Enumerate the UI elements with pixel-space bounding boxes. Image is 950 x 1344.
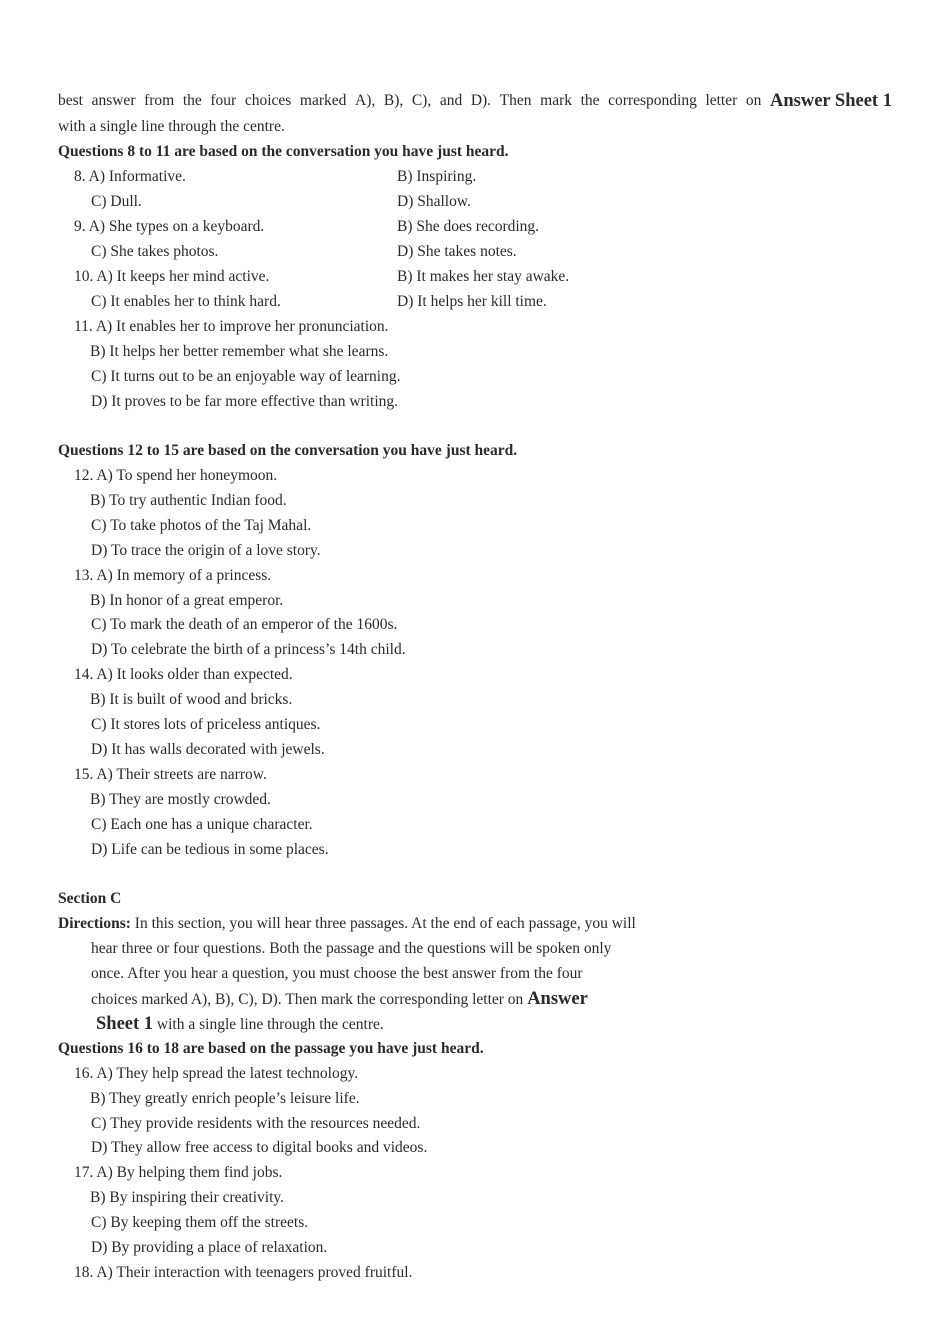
- q8-option-b: B) Inspiring.: [397, 168, 477, 185]
- q13-option-a: 13. A) In memory of a princess.: [74, 567, 272, 584]
- intro-word: and: [439, 92, 463, 109]
- q12-option-a: 12. A) To spend her honeymoon.: [74, 467, 278, 484]
- q17-option-b: B) By inspiring their creativity.: [90, 1189, 284, 1206]
- q14-option-c: C) It stores lots of priceless antiques.: [91, 716, 321, 733]
- q15-option-a: 15. A) Their streets are narrow.: [74, 766, 267, 783]
- intro-word: four: [210, 92, 237, 109]
- q9-option-a: 9. A) She types on a keyboard.: [74, 218, 265, 235]
- q16-option-a: 16. A) They help spread the latest technology.: [74, 1065, 359, 1082]
- intro-word: the: [580, 92, 600, 109]
- directions-line-2: hear three or four questions. Both the passage and the questions will be spoken only: [91, 940, 612, 957]
- directions-line-3: once. After you hear a question, you must choose the best answer from the four: [91, 965, 583, 982]
- intro-word: D).: [470, 92, 492, 109]
- intro-word: C),: [411, 92, 432, 109]
- q15-option-b: B) They are mostly crowded.: [90, 791, 271, 808]
- q11-option-c: C) It turns out to be an enjoyable way of learning.: [91, 368, 401, 385]
- answer-sheet-label: Answer Sheet 1: [770, 91, 892, 111]
- q16-option-d: D) They allow free access to digital books and videos.: [91, 1139, 428, 1156]
- intro-line-1: [58, 91, 892, 111]
- q17-option-c: C) By keeping them off the streets.: [91, 1214, 309, 1231]
- q8-option-a: 8. A) Informative.: [74, 168, 186, 185]
- q13-option-d: D) To celebrate the birth of a princess’s 14th child.: [91, 641, 406, 658]
- directions-line-1: [58, 914, 636, 934]
- q14-option-b: B) It is built of wood and bricks.: [90, 691, 293, 708]
- directions-line-4: [91, 989, 588, 1010]
- intro-word: best: [58, 92, 83, 109]
- answer-sheet-label: Answer: [527, 989, 588, 1009]
- q13-option-c: C) To mark the death of an emperor of the 1600s.: [91, 616, 398, 633]
- q10-option-c: C) It enables her to think hard.: [91, 293, 281, 310]
- intro-word: choices: [244, 92, 292, 109]
- q17-option-a: 17. A) By helping them find jobs.: [74, 1164, 283, 1181]
- intro-word: the: [182, 92, 202, 109]
- q11-option-a: 11. A) It enables her to improve her pronunciation.: [74, 318, 389, 335]
- answer-sheet-label: Sheet 1: [96, 1014, 154, 1034]
- q8-option-d: D) Shallow.: [397, 193, 471, 210]
- intro-word: mark: [540, 92, 572, 109]
- q9-option-c: C) She takes photos.: [91, 243, 219, 260]
- section-c-title: Section C: [58, 890, 122, 907]
- intro-word: A),: [355, 92, 376, 109]
- q10-option-d: D) It helps her kill time.: [397, 293, 547, 310]
- section-c-heading: Questions 16 to 18 are based on the passage you have just heard.: [58, 1040, 484, 1057]
- intro-word: Then: [499, 92, 532, 109]
- q12-option-c: C) To take photos of the Taj Mahal.: [91, 517, 312, 534]
- q15-option-c: C) Each one has a unique character.: [91, 816, 313, 833]
- group1-heading: Questions 8 to 11 are based on the conversation you have just heard.: [58, 143, 509, 160]
- q9-option-d: D) She takes notes.: [397, 243, 517, 260]
- q11-option-b: B) It helps her better remember what she learns.: [90, 343, 389, 360]
- intro-word: B),: [383, 92, 404, 109]
- q16-option-b: B) They greatly enrich people’s leisure life.: [90, 1090, 360, 1107]
- directions-line-5: [96, 1014, 384, 1035]
- q8-option-c: C) Dull.: [91, 193, 142, 210]
- intro-word: marked: [299, 92, 347, 109]
- q10-option-a: 10. A) It keeps her mind active.: [74, 268, 270, 285]
- intro-word: on: [745, 92, 762, 109]
- q12-option-b: B) To try authentic Indian food.: [90, 492, 287, 509]
- q14-option-a: 14. A) It looks older than expected.: [74, 666, 293, 683]
- q15-option-d: D) Life can be tedious in some places.: [91, 841, 329, 858]
- intro-word: corresponding: [608, 92, 697, 109]
- directions-text: In this section, you will hear three passages. At the end of each passage, you will: [134, 915, 636, 932]
- q18-option-a: 18. A) Their interaction with teenagers proved fruitful.: [74, 1264, 413, 1281]
- intro-word: answer: [91, 92, 136, 109]
- intro-word: letter: [705, 92, 738, 109]
- q16-option-c: C) They provide residents with the resources needed.: [91, 1115, 421, 1132]
- q9-option-b: B) She does recording.: [397, 218, 540, 235]
- directions-text: choices marked A), B), C), D). Then mark the corresponding letter on: [91, 991, 524, 1008]
- q17-option-d: D) By providing a place of relaxation.: [91, 1239, 328, 1256]
- q13-option-b: B) In honor of a great emperor.: [90, 592, 284, 609]
- directions-text: with a single line through the centre.: [156, 1016, 384, 1033]
- directions-label: Directions:: [58, 915, 131, 932]
- group2-heading: Questions 12 to 15 are based on the conversation you have just heard.: [58, 442, 518, 459]
- intro-line-2: with a single line through the centre.: [58, 118, 285, 135]
- q11-option-d: D) It proves to be far more effective than writing.: [91, 393, 399, 410]
- q12-option-d: D) To trace the origin of a love story.: [91, 542, 321, 559]
- intro-word: from: [144, 92, 175, 109]
- q10-option-b: B) It makes her stay awake.: [397, 268, 570, 285]
- q14-option-d: D) It has walls decorated with jewels.: [91, 741, 325, 758]
